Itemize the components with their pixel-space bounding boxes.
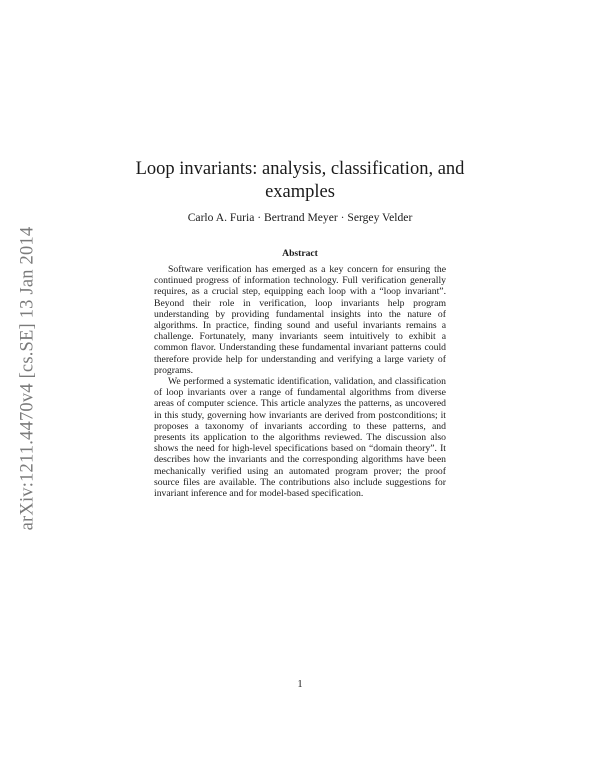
abstract-body — [154, 264, 446, 499]
abstract-heading: Abstract — [282, 248, 318, 259]
abstract-paragraph: Software verification has emerged as a key concern for ensuring the continued progress of information technology. Full verification generally requires, as a crucial step, equipping each loop with a “loop invariant”. Beyond their role in verification, loop invariants help program understanding by providing fundamental insights into the nature of algorithms. In practice, finding sound and useful invariants remains a challenge. Fortunately, many invariants seem intuitively to exhibit a common flavor. Understanding these fundamental invariant patterns could therefore provide help for understanding and verifying a large variety of programs. — [154, 264, 446, 376]
page-number: 1 — [297, 679, 303, 690]
arxiv-identifier-stamp — [13, 200, 43, 556]
arxiv-identifier-text: arXiv:1211.4470v4 [cs.SE] 13 Jan 2014 — [17, 226, 38, 530]
author-list: Carlo A. Furia · Bertrand Meyer · Sergey Velder — [187, 211, 413, 224]
abstract-paragraph: We performed a systematic identification, validation, and classification of loop invariants over a range of fundamental algorithms from diverse areas of computer science. This article analyzes the patterns, as uncovered in this study, governing how invariants are derived from postconditions; it proposes a taxonomy of invariants according to these patterns, and presents its application to the algorithms reviewed. The discussion also shows the need for high-level specifications based on “domain theory”. It describes how the invariants and the corresponding algorithms have been mechanically verified using an automated program prover; the proof source files are available. The contributions also include suggestions for invariant inference and for model-based specification. — [154, 376, 446, 500]
paper-title: Loop invariants: analysis, classification, and examples — [135, 159, 465, 202]
